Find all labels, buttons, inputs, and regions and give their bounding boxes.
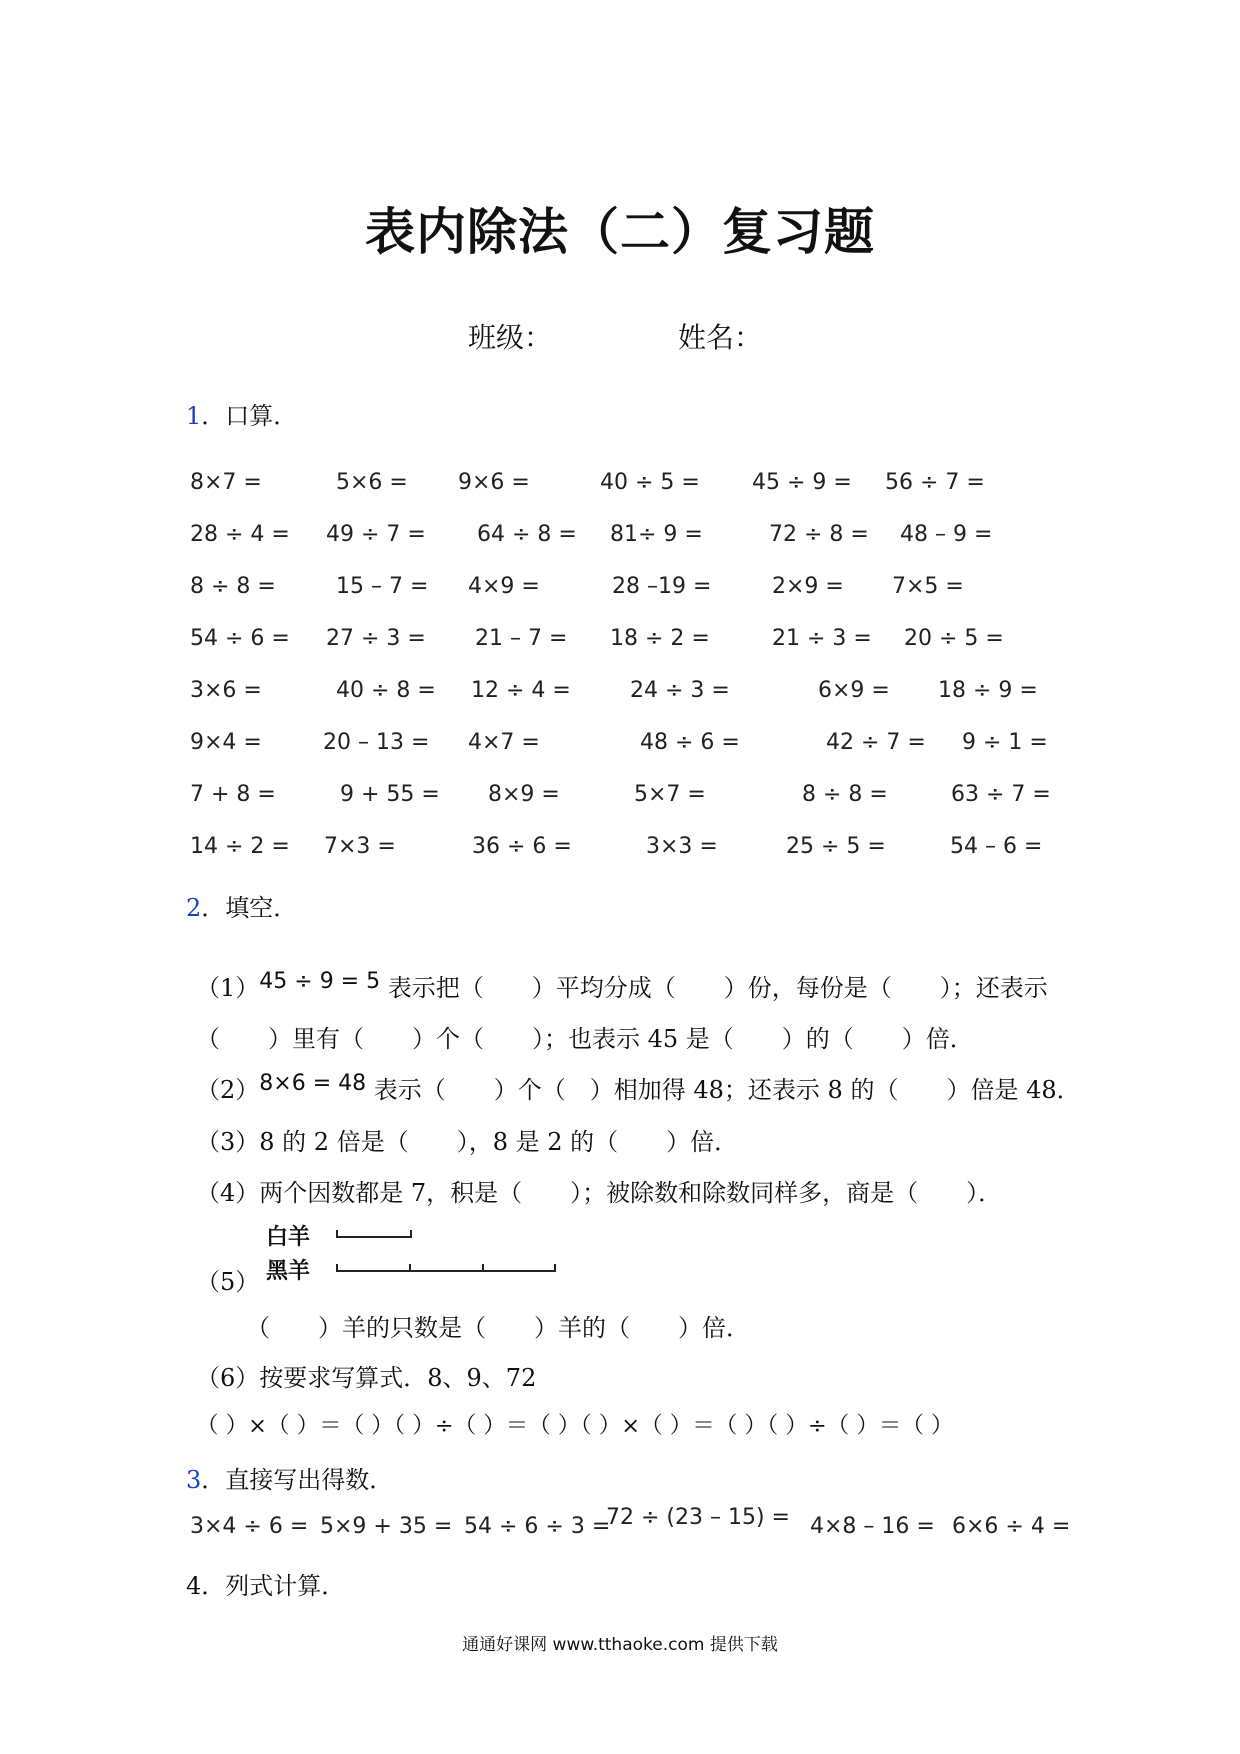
section-number: 3 bbox=[186, 1466, 202, 1494]
oral-calc-item: 54 ÷ 6 = bbox=[190, 626, 290, 651]
oral-calc-item: 9×4 = bbox=[190, 730, 262, 755]
section-label: ．填空． bbox=[201, 894, 298, 922]
oral-calc-item: 64 ÷ 8 = bbox=[477, 522, 577, 547]
oral-calc-item: 3×6 = bbox=[190, 678, 262, 703]
q1-equation: 45 ÷ 9 = 5 bbox=[259, 969, 381, 994]
oral-calc-item: 42 ÷ 7 = bbox=[826, 730, 926, 755]
black-sheep-label: 黑羊 bbox=[266, 1258, 311, 1284]
oral-calc-item: 81÷ 9 = bbox=[610, 522, 703, 547]
oral-calc-item: 8 ÷ 8 = bbox=[190, 574, 276, 599]
direct-calc-item: 72 ÷ (23 – 15) = bbox=[606, 1505, 790, 1530]
oral-calc-item: 40 ÷ 5 = bbox=[600, 470, 700, 495]
fill-q6-equations: （ ）×（ ）＝（ ）（ ）÷（ ）＝（ ）（ ）×（ ）＝（ ）（ ）÷（ ）＝（ ） bbox=[196, 1413, 954, 1439]
section-label: ．列式计算． bbox=[201, 1572, 346, 1600]
q1-text: 表示把（ ）平均分成（ ）份，每份是（ ）；还表示 bbox=[380, 974, 1048, 1002]
oral-calc-item: 6×9 = bbox=[818, 678, 890, 703]
oral-calc-item: 40 ÷ 8 = bbox=[336, 678, 436, 703]
oral-calc-item: 5×7 = bbox=[634, 782, 706, 807]
q5-prefix: （5） bbox=[196, 1268, 260, 1296]
oral-calc-item: 48 ÷ 6 = bbox=[640, 730, 740, 755]
page-title: 表内除法（二）复习题 bbox=[365, 202, 875, 261]
oral-calc-item: 45 ÷ 9 = bbox=[752, 470, 852, 495]
section-number: 2 bbox=[186, 894, 202, 922]
name-label: 姓名： bbox=[678, 321, 763, 354]
oral-calc-item: 72 ÷ 8 = bbox=[769, 522, 869, 547]
oral-calc-item: 9 + 55 = bbox=[340, 782, 440, 807]
oral-calc-item: 28 –19 = bbox=[612, 574, 712, 599]
section-2-heading bbox=[186, 888, 297, 923]
oral-calc-item: 18 ÷ 2 = bbox=[610, 626, 710, 651]
oral-calc-item: 49 ÷ 7 = bbox=[326, 522, 426, 547]
oral-calc-item: 8×9 = bbox=[488, 782, 560, 807]
oral-calc-item: 2×9 = bbox=[772, 574, 844, 599]
oral-calc-item: 54 – 6 = bbox=[950, 834, 1043, 859]
q2-equation: 8×6 = 48 bbox=[259, 1071, 367, 1096]
fill-q5-text: （ ）羊的只数是（ ）羊的（ ）倍． bbox=[246, 1314, 750, 1342]
oral-calc-item: 63 ÷ 7 = bbox=[951, 782, 1051, 807]
fill-q1-line2: （ ）里有（ ）个（ ）；也表示 45 是（ ）的（ ）倍． bbox=[196, 1025, 974, 1053]
q2-text: 表示（ ）个（ ）相加得 48；还表示 8 的（ ）倍是 48． bbox=[366, 1076, 1081, 1104]
oral-calc-item: 15 – 7 = bbox=[336, 574, 429, 599]
direct-calc-item: 54 ÷ 6 ÷ 3 = bbox=[464, 1514, 611, 1539]
oral-calc-item: 4×9 = bbox=[468, 574, 540, 599]
oral-calc-item: 7×3 = bbox=[324, 834, 396, 859]
oral-calc-item: 4×7 = bbox=[468, 730, 540, 755]
white-sheep-bar bbox=[336, 1228, 412, 1238]
direct-calc-item: 6×6 ÷ 4 = bbox=[952, 1514, 1071, 1539]
oral-calc-item: 20 ÷ 5 = bbox=[904, 626, 1004, 651]
oral-calc-item: 20 – 13 = bbox=[323, 730, 430, 755]
oral-calc-item: 28 ÷ 4 = bbox=[190, 522, 290, 547]
direct-calc-item: 4×8 – 16 = bbox=[810, 1514, 935, 1539]
oral-calc-item: 14 ÷ 2 = bbox=[190, 834, 290, 859]
oral-calc-item: 8×7 = bbox=[190, 470, 262, 495]
oral-calc-item: 36 ÷ 6 = bbox=[472, 834, 572, 859]
direct-calc-item: 5×9 + 35 = bbox=[320, 1514, 453, 1539]
oral-calc-item: 21 – 7 = bbox=[475, 626, 568, 651]
section-1-heading bbox=[186, 396, 297, 431]
direct-calc-item: 3×4 ÷ 6 = bbox=[190, 1514, 309, 1539]
class-label: 班级： bbox=[468, 321, 553, 354]
section-label: ．口算． bbox=[201, 402, 298, 430]
fill-q3: （3）8 的 2 倍是（ ），8 是 2 的（ ）倍． bbox=[196, 1128, 739, 1156]
fill-q1-line1 bbox=[196, 968, 1048, 1003]
q1-prefix: （1） bbox=[196, 974, 260, 1002]
oral-calc-item: 7×5 = bbox=[892, 574, 964, 599]
footer-credit: 通通好课网 www.tthaoke.com 提供下载 bbox=[462, 1635, 778, 1655]
oral-calc-item: 21 ÷ 3 = bbox=[772, 626, 872, 651]
oral-calc-item: 9×6 = bbox=[458, 470, 530, 495]
fill-q6: （6）按要求写算式．8、9、72 bbox=[196, 1364, 537, 1392]
fill-q2 bbox=[196, 1070, 1081, 1105]
section-number: 1 bbox=[186, 402, 202, 430]
oral-calc-item: 25 ÷ 5 = bbox=[786, 834, 886, 859]
oral-calc-item: 9 ÷ 1 = bbox=[962, 730, 1048, 755]
oral-calc-item: 27 ÷ 3 = bbox=[326, 626, 426, 651]
white-sheep-label: 白羊 bbox=[266, 1224, 311, 1250]
q2-prefix: （2） bbox=[196, 1076, 260, 1104]
oral-calc-item: 48 – 9 = bbox=[900, 522, 993, 547]
section-number: 4 bbox=[186, 1572, 202, 1600]
oral-calc-item: 18 ÷ 9 = bbox=[938, 678, 1038, 703]
section-label: ．直接写出得数． bbox=[201, 1466, 394, 1494]
oral-calc-item: 3×3 = bbox=[646, 834, 718, 859]
oral-calc-item: 7 + 8 = bbox=[190, 782, 276, 807]
black-sheep-bar bbox=[336, 1262, 556, 1272]
section-3-heading bbox=[186, 1460, 393, 1495]
oral-calc-item: 24 ÷ 3 = bbox=[630, 678, 730, 703]
section-4-heading bbox=[186, 1566, 345, 1601]
fill-q4: （4）两个因数都是 7，积是（ ）；被除数和除数同样多，商是（ ）． bbox=[196, 1179, 1003, 1207]
oral-calc-item: 5×6 = bbox=[336, 470, 408, 495]
oral-calc-item: 8 ÷ 8 = bbox=[802, 782, 888, 807]
oral-calc-item: 56 ÷ 7 = bbox=[885, 470, 985, 495]
oral-calc-item: 12 ÷ 4 = bbox=[471, 678, 571, 703]
